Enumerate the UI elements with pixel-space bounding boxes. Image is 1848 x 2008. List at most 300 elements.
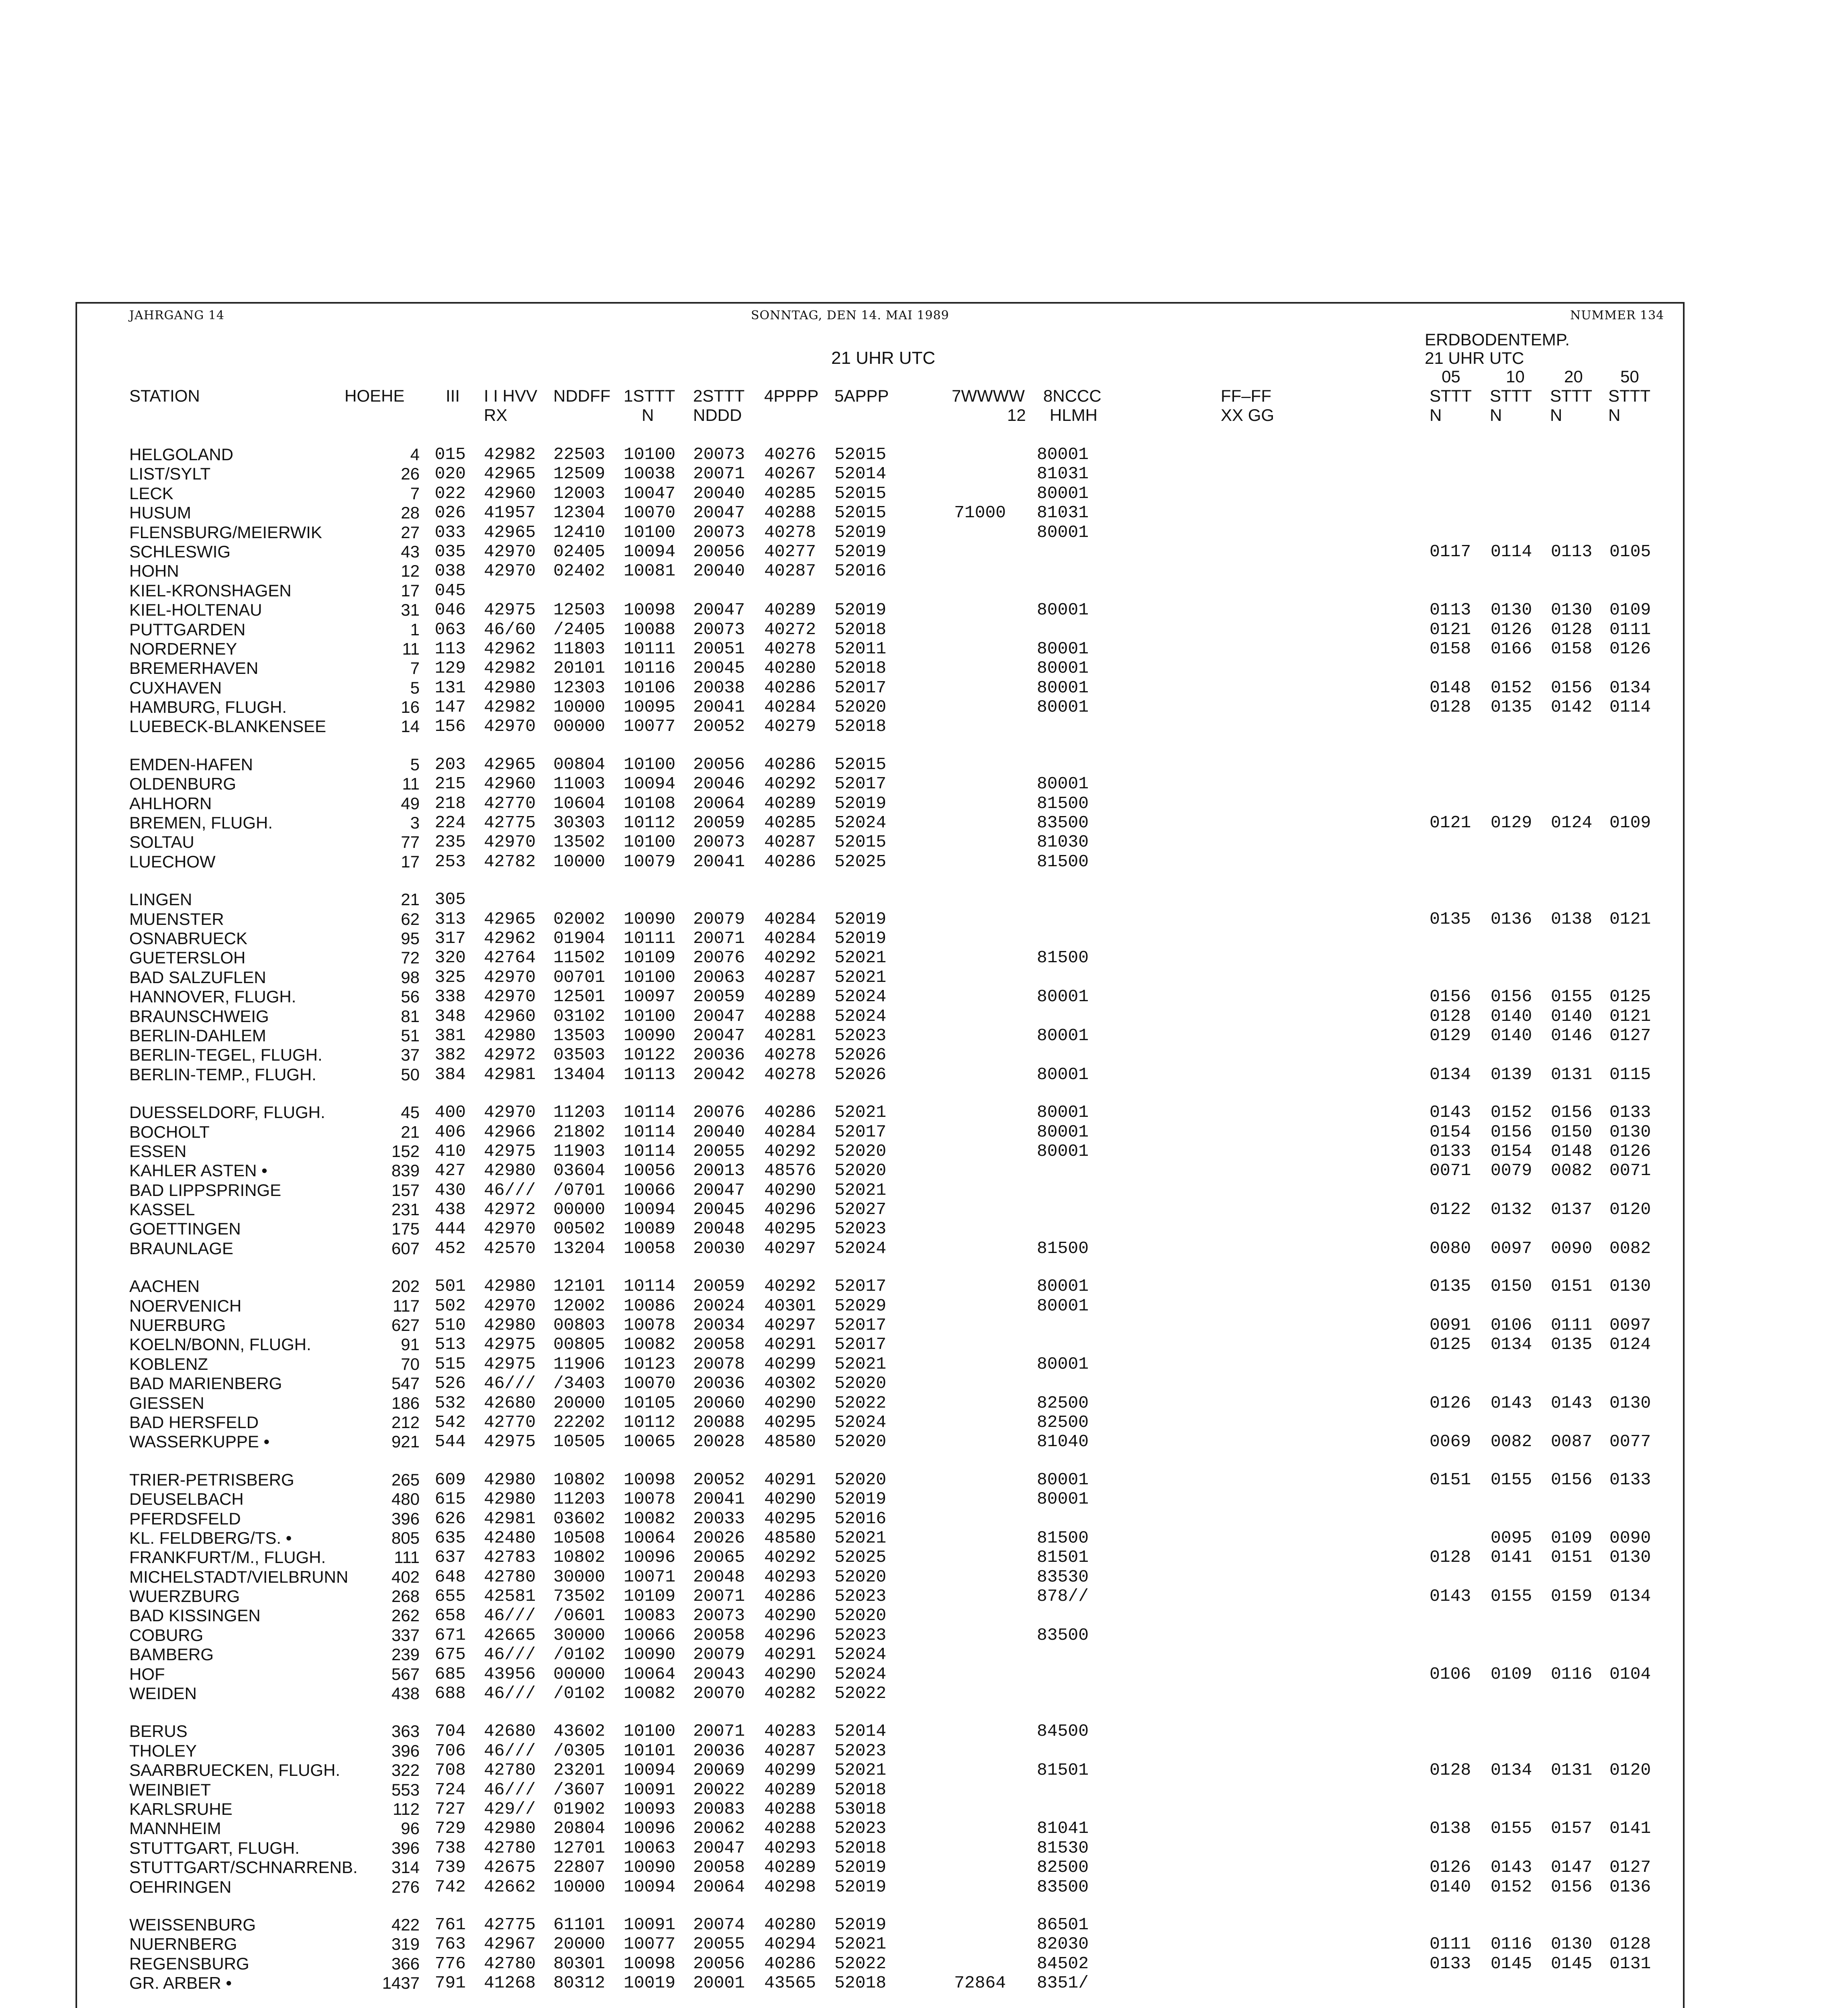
group-4pppp: 40295 — [764, 1412, 816, 1432]
station-name: MICHELSTADT/VIELBRUNN — [129, 1567, 349, 1586]
group-4pppp: 40287 — [764, 832, 816, 852]
station-name: NUERNBERG — [129, 1935, 237, 1954]
table-row — [0, 1548, 1848, 1567]
table-row — [0, 1665, 1848, 1684]
group-nddff: 12509 — [553, 464, 606, 484]
soil-temp-20: 0116 — [1551, 1664, 1593, 1684]
group-1sttt: 10111 — [624, 639, 676, 659]
group-8nccc: 81031 — [1037, 464, 1089, 484]
station-height: 805 — [391, 1528, 420, 1547]
soil-temp-05: 0128 — [1430, 1760, 1471, 1780]
group-5appp: 52025 — [834, 851, 887, 871]
station-name: BERLIN-DAHLEM — [129, 1026, 266, 1045]
group-2sttt: 20076 — [693, 1102, 745, 1122]
station-number: 708 — [434, 1760, 466, 1780]
group-2sttt: 20030 — [693, 1238, 745, 1258]
group-2sttt: 20026 — [693, 1528, 745, 1548]
station-height: 839 — [391, 1161, 420, 1180]
soil-temp-20: 0158 — [1551, 639, 1593, 659]
station-number: 384 — [434, 1064, 466, 1084]
group-nddff: /3607 — [553, 1779, 606, 1800]
group-5appp: 52011 — [834, 639, 887, 659]
group-nddff: 80301 — [553, 1953, 606, 1973]
group-2sttt: 20073 — [693, 445, 745, 464]
col-nddff: NDDFF — [553, 386, 611, 405]
station-height: 77 — [401, 833, 420, 852]
soil-temp-05: 0128 — [1430, 697, 1471, 717]
station-number: 325 — [434, 967, 466, 987]
soil-temp-20: 0131 — [1551, 1760, 1593, 1780]
soil-temp-50: 0131 — [1609, 1953, 1651, 1973]
group-2sttt: 20040 — [693, 483, 745, 503]
station-height: 276 — [391, 1877, 420, 1896]
station-name: DUESSELDORF, FLUGH. — [129, 1103, 325, 1122]
group-5appp: 52020 — [834, 697, 887, 717]
group-iihvv: 42980 — [484, 1469, 536, 1490]
group-5appp: 52019 — [834, 1489, 887, 1509]
group-5appp: 52019 — [834, 1877, 887, 1897]
station-number: 502 — [434, 1296, 466, 1316]
station-name: BAD MARIENBERG — [129, 1374, 282, 1393]
station-height: 553 — [391, 1780, 420, 1799]
group-1sttt: 10082 — [624, 1335, 676, 1355]
table-row — [0, 1239, 1848, 1258]
group-2sttt: 20036 — [693, 1741, 745, 1761]
group-4pppp: 40297 — [764, 1238, 816, 1258]
station-number: 675 — [434, 1645, 466, 1665]
group-nddff: 12304 — [553, 503, 606, 523]
col-ffff: FF–FF — [1221, 386, 1271, 405]
group-4pppp: 40291 — [764, 1469, 816, 1490]
group-1sttt: 10100 — [624, 754, 676, 774]
group-4pppp: 40278 — [764, 1045, 816, 1065]
soil-temp-05: 0113 — [1430, 600, 1471, 620]
station-height: 56 — [401, 987, 420, 1006]
group-iihvv: 42972 — [484, 1045, 536, 1065]
group-5appp: 52018 — [834, 1838, 887, 1858]
soil-temp-10: 0143 — [1491, 1393, 1532, 1413]
col-12: 12 — [1007, 406, 1026, 424]
station-height: 11 — [402, 774, 420, 794]
group-5appp: 52019 — [834, 1914, 887, 1935]
group-nddff: 11203 — [553, 1489, 606, 1509]
table-row — [0, 1606, 1848, 1625]
station-name: BAD KISSINGEN — [129, 1606, 261, 1625]
soil-temp-20: 0156 — [1551, 677, 1593, 698]
station-name: AACHEN — [129, 1277, 200, 1296]
group-nddff: 12701 — [553, 1838, 606, 1858]
group-1sttt: 10094 — [624, 1760, 676, 1780]
group-5appp: 52019 — [834, 1857, 887, 1877]
group-8nccc: 81040 — [1037, 1432, 1089, 1452]
station-height: 212 — [391, 1412, 420, 1432]
group-iihvv: 42970 — [484, 967, 536, 987]
station-number: 033 — [434, 522, 466, 542]
col-n-20: N — [1550, 406, 1562, 424]
group-5appp: 52024 — [834, 1006, 887, 1026]
group-separator — [0, 1452, 1848, 1470]
group-8nccc: 83500 — [1037, 813, 1089, 833]
group-nddff: 00805 — [553, 1335, 606, 1355]
group-iihvv: 42962 — [484, 928, 536, 948]
station-name: ESSEN — [129, 1141, 187, 1161]
soil-temp-20: 0150 — [1551, 1122, 1593, 1142]
station-number: 637 — [434, 1547, 466, 1567]
station-number: 348 — [434, 1006, 466, 1026]
group-5appp: 52015 — [834, 503, 887, 523]
station-height: 50 — [401, 1065, 420, 1084]
group-1sttt: 10094 — [624, 1200, 676, 1220]
station-number: 626 — [434, 1508, 466, 1528]
group-iihvv: 42980 — [484, 1161, 536, 1181]
station-height: 265 — [391, 1470, 420, 1489]
table-row — [0, 1413, 1848, 1432]
soil-temp-50: 0130 — [1609, 1393, 1651, 1413]
station-height: 268 — [391, 1587, 420, 1606]
group-2sttt: 20051 — [693, 639, 745, 659]
soil-temp-05: 0091 — [1430, 1315, 1471, 1335]
station-name: KIEL-HOLTENAU — [129, 600, 262, 620]
soil-temp-50: 0121 — [1609, 909, 1651, 929]
group-1sttt: 10082 — [624, 1684, 676, 1704]
group-2sttt: 20076 — [693, 948, 745, 968]
table-row — [0, 794, 1848, 813]
station-height: 5 — [410, 678, 420, 697]
station-name: GUETERSLOH — [129, 948, 246, 967]
group-5appp: 52024 — [834, 1412, 887, 1432]
group-2sttt: 20059 — [693, 813, 745, 833]
col-8nccc: 8NCCC — [1043, 386, 1101, 405]
group-4pppp: 40301 — [764, 1296, 816, 1316]
soil-temp-20: 0130 — [1551, 600, 1593, 620]
group-1sttt: 10066 — [624, 1180, 676, 1200]
station-height: 1 — [410, 620, 420, 639]
group-2sttt: 20024 — [693, 1296, 745, 1316]
table-row — [0, 717, 1848, 736]
group-4pppp: 40295 — [764, 1219, 816, 1239]
group-nddff: 13204 — [553, 1238, 606, 1258]
group-2sttt: 20056 — [693, 1953, 745, 1973]
soil-temp-50: 0111 — [1609, 619, 1651, 639]
group-iihvv: 42975 — [484, 1354, 536, 1374]
group-nddff: 13404 — [553, 1064, 606, 1084]
group-nddff: 30000 — [553, 1625, 606, 1645]
group-2sttt: 20047 — [693, 1006, 745, 1026]
group-4pppp: 40285 — [764, 813, 816, 833]
soil-temp-05: 0071 — [1430, 1161, 1471, 1181]
table-row — [0, 1355, 1848, 1374]
group-5appp: 52021 — [834, 967, 887, 987]
col-nddd: NDDD — [693, 406, 742, 424]
station-height: 239 — [391, 1645, 420, 1664]
col-sttt-20: STTT — [1550, 386, 1592, 405]
soil-temp-50: 0130 — [1609, 1276, 1651, 1296]
station-name: KIEL-KRONSHAGEN — [129, 581, 292, 600]
group-4pppp: 48576 — [764, 1161, 816, 1181]
station-number: 791 — [434, 1973, 466, 1993]
group-iihvv: 46/// — [484, 1645, 536, 1665]
group-5appp: 52023 — [834, 1219, 887, 1239]
group-1sttt: 10108 — [624, 793, 676, 813]
soil-temp-20: 0156 — [1551, 1469, 1593, 1490]
group-2sttt: 20063 — [693, 967, 745, 987]
group-2sttt: 20058 — [693, 1857, 745, 1877]
station-name: GIESSEN — [129, 1393, 204, 1412]
table-row — [0, 1335, 1848, 1354]
soil-temp-50: 0120 — [1609, 1760, 1651, 1780]
group-iihvv: 42960 — [484, 1006, 536, 1026]
col-n-50: N — [1608, 406, 1621, 424]
table-row — [0, 1103, 1848, 1122]
soil-temp-20: 0082 — [1551, 1161, 1593, 1181]
group-4pppp: 40272 — [764, 619, 816, 639]
group-4pppp: 40284 — [764, 909, 816, 929]
station-height: 396 — [391, 1741, 420, 1760]
group-1sttt: 10056 — [624, 1161, 676, 1181]
soil-temp-10: 0140 — [1491, 1025, 1532, 1045]
group-8nccc: 80001 — [1037, 1276, 1089, 1296]
station-number: 338 — [434, 987, 466, 1007]
group-1sttt: 10094 — [624, 541, 676, 561]
station-height: 314 — [391, 1858, 420, 1877]
group-2sttt: 20043 — [693, 1664, 745, 1684]
group-2sttt: 20071 — [693, 1586, 745, 1606]
group-nddff: 22807 — [553, 1857, 606, 1877]
group-iihvv: 42970 — [484, 987, 536, 1007]
group-nddff: 03604 — [553, 1161, 606, 1181]
group-2sttt: 20064 — [693, 1877, 745, 1897]
group-1sttt: 10089 — [624, 1219, 676, 1239]
group-nddff: /2405 — [553, 619, 606, 639]
station-number: 113 — [434, 639, 466, 659]
group-5appp: 52021 — [834, 1934, 887, 1954]
group-4pppp: 40293 — [764, 1567, 816, 1587]
table-row — [0, 659, 1848, 678]
soil-temp-50: 0128 — [1609, 1934, 1651, 1954]
group-5appp: 52021 — [834, 1354, 887, 1374]
station-number: 045 — [434, 580, 466, 600]
soil-temp-50: 0115 — [1609, 1064, 1651, 1084]
soil-temp-50: 0120 — [1609, 1200, 1651, 1220]
group-8nccc: 81500 — [1037, 1528, 1089, 1548]
station-height: 627 — [391, 1316, 420, 1335]
group-iihvv: 41268 — [484, 1973, 536, 1993]
station-number: 203 — [434, 754, 466, 774]
group-2sttt: 20033 — [693, 1508, 745, 1528]
soil-temp-50: 0127 — [1609, 1025, 1651, 1045]
station-height: 49 — [401, 794, 420, 813]
table-row — [0, 1432, 1848, 1451]
group-8nccc: 81030 — [1037, 832, 1089, 852]
soil-temp-10: 0136 — [1491, 909, 1532, 929]
group-2sttt: 20045 — [693, 1200, 745, 1220]
station-number: 742 — [434, 1877, 466, 1897]
station-number: 253 — [434, 851, 466, 871]
table-row — [0, 852, 1848, 871]
station-number: 671 — [434, 1625, 466, 1645]
table-row — [0, 1722, 1848, 1741]
group-separator — [0, 1703, 1848, 1722]
station-number: 729 — [434, 1818, 466, 1839]
group-iihvv: 46/// — [484, 1779, 536, 1800]
soil-temp-50: 0104 — [1609, 1664, 1651, 1684]
table-row — [0, 1470, 1848, 1490]
group-iihvv: 42775 — [484, 813, 536, 833]
group-5appp: 52021 — [834, 1528, 887, 1548]
station-number: 218 — [434, 793, 466, 813]
station-height: 31 — [401, 600, 420, 620]
group-5appp: 52015 — [834, 832, 887, 852]
group-7wwww: 71000 — [954, 503, 1006, 523]
group-8nccc: 81501 — [1037, 1760, 1089, 1780]
station-number: 655 — [434, 1586, 466, 1606]
group-iihvv: 46/// — [484, 1741, 536, 1761]
table-row — [0, 620, 1848, 639]
group-nddff: 23201 — [553, 1760, 606, 1780]
station-number: 215 — [434, 774, 466, 794]
station-height: 112 — [393, 1800, 420, 1818]
group-2sttt: 20056 — [693, 754, 745, 774]
col-sttt-10: STTT — [1490, 386, 1532, 405]
soil-temp-10: 0150 — [1491, 1276, 1532, 1296]
group-5appp: 52016 — [834, 561, 887, 581]
group-4pppp: 43565 — [764, 1973, 816, 1993]
group-iihvv: 42972 — [484, 1200, 536, 1220]
group-4pppp: 40288 — [764, 1006, 816, 1026]
group-1sttt: 10106 — [624, 677, 676, 698]
group-iihvv: 42775 — [484, 1914, 536, 1935]
table-row — [0, 1316, 1848, 1335]
soil-temp-10: 0134 — [1491, 1335, 1532, 1355]
station-number: 615 — [434, 1489, 466, 1509]
group-1sttt: 10019 — [624, 1973, 676, 1993]
table-row — [0, 1587, 1848, 1606]
group-2sttt: 20028 — [693, 1432, 745, 1452]
soil-temp-50: 0121 — [1609, 1006, 1651, 1026]
table-row — [0, 1954, 1848, 1973]
group-2sttt: 20083 — [693, 1799, 745, 1819]
group-2sttt: 20045 — [693, 658, 745, 678]
group-iihvv: 42965 — [484, 464, 536, 484]
station-name: WASSERKUPPE • — [129, 1432, 270, 1451]
soil-temp-05: 0121 — [1430, 619, 1471, 639]
station-number: 430 — [434, 1180, 466, 1200]
group-2sttt: 20041 — [693, 697, 745, 717]
station-name: WEIDEN — [129, 1684, 197, 1703]
group-5appp: 52018 — [834, 619, 887, 639]
group-4pppp: 40292 — [764, 1547, 816, 1567]
table-row — [0, 600, 1848, 620]
soil-temp-50: 0090 — [1609, 1528, 1651, 1548]
station-height: 17 — [401, 852, 420, 871]
group-2sttt: 20071 — [693, 1721, 745, 1741]
group-8nccc: 84500 — [1037, 1721, 1089, 1741]
table-row — [0, 542, 1848, 561]
group-nddff: 00000 — [553, 716, 606, 737]
group-2sttt: 20040 — [693, 1122, 745, 1142]
group-1sttt: 10090 — [624, 909, 676, 929]
soil-temp-20: 0090 — [1551, 1238, 1593, 1258]
group-4pppp: 40302 — [764, 1373, 816, 1394]
station-name: KOBLENZ — [129, 1354, 208, 1373]
group-8nccc: 82500 — [1037, 1857, 1089, 1877]
station-number: 648 — [434, 1567, 466, 1587]
table-row — [0, 1200, 1848, 1219]
station-height: 4 — [410, 445, 420, 464]
group-nddff: 10802 — [553, 1547, 606, 1567]
group-2sttt: 20041 — [693, 1489, 745, 1509]
group-nddff: /0305 — [553, 1741, 606, 1761]
group-iihvv: 42975 — [484, 1141, 536, 1161]
group-1sttt: 10091 — [624, 1914, 676, 1935]
group-2sttt: 20088 — [693, 1412, 745, 1432]
soil-temp-10: 0116 — [1491, 1934, 1532, 1954]
group-nddff: 02402 — [553, 561, 606, 581]
group-4pppp: 40297 — [764, 1315, 816, 1335]
group-1sttt: 10096 — [624, 1818, 676, 1839]
station-height: 152 — [391, 1141, 420, 1161]
station-number: 063 — [434, 619, 466, 639]
group-2sttt: 20071 — [693, 464, 745, 484]
group-4pppp: 40291 — [764, 1645, 816, 1665]
table-row — [0, 968, 1848, 987]
group-separator — [0, 1258, 1848, 1277]
group-4pppp: 40293 — [764, 1838, 816, 1858]
station-name: COBURG — [129, 1625, 204, 1645]
station-height: 11 — [402, 639, 420, 658]
group-nddff: 00000 — [553, 1200, 606, 1220]
group-2sttt: 20073 — [693, 619, 745, 639]
group-4pppp: 40282 — [764, 1684, 816, 1704]
station-number: 444 — [434, 1219, 466, 1239]
soil-temp-10: 0129 — [1491, 813, 1532, 833]
group-4pppp: 40281 — [764, 1025, 816, 1045]
table-row — [0, 1528, 1848, 1548]
station-name: WEINBIET — [129, 1780, 211, 1799]
group-2sttt: 20079 — [693, 1645, 745, 1665]
group-8nccc: 83500 — [1037, 1625, 1089, 1645]
group-1sttt: 10111 — [624, 928, 676, 948]
table-row — [0, 1858, 1848, 1877]
group-2sttt: 20073 — [693, 1606, 745, 1626]
soil-temp-50: 0124 — [1609, 1335, 1651, 1355]
group-1sttt: 10070 — [624, 503, 676, 523]
group-nddff: 20000 — [553, 1393, 606, 1413]
group-4pppp: 40286 — [764, 851, 816, 871]
group-1sttt: 10100 — [624, 522, 676, 542]
soil-temp-10: 0082 — [1491, 1432, 1532, 1452]
station-name: LIST/SYLT — [129, 464, 211, 484]
soil-temp-20: 0130 — [1551, 1934, 1593, 1954]
group-1sttt: 10122 — [624, 1045, 676, 1065]
group-1sttt: 10090 — [624, 1857, 676, 1877]
group-iihvv: 42780 — [484, 1838, 536, 1858]
station-number: 738 — [434, 1838, 466, 1858]
station-height: 27 — [401, 522, 420, 542]
group-4pppp: 40292 — [764, 774, 816, 794]
group-8nccc: 80001 — [1037, 1122, 1089, 1142]
col-xxgg: XX GG — [1221, 406, 1275, 424]
soil-temp-05: 0133 — [1430, 1953, 1471, 1973]
soil-temp-05: 0154 — [1430, 1122, 1471, 1142]
col-4pppp: 4PPPP — [764, 386, 819, 405]
station-height: 72 — [401, 948, 420, 967]
soil-temp-05: 0069 — [1430, 1432, 1471, 1452]
station-number: 156 — [434, 716, 466, 737]
group-4pppp: 40299 — [764, 1760, 816, 1780]
group-8nccc: 81500 — [1037, 851, 1089, 871]
group-iihvv: 42982 — [484, 697, 536, 717]
